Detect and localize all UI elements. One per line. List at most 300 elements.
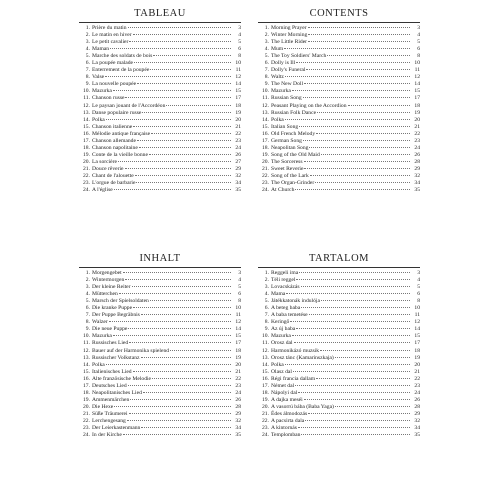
entry-number: 9.	[85, 326, 90, 333]
dot-leader	[133, 307, 231, 308]
toc-entry	[79, 124, 241, 131]
entry-title: Russischer Volkstanz	[92, 354, 140, 361]
entry-number: 22.	[83, 172, 90, 179]
toc-entry	[258, 390, 420, 397]
dot-leader	[299, 272, 410, 273]
toc-entry	[258, 95, 420, 102]
entry-number: 6.	[85, 60, 90, 67]
entry-title: Olasz dal	[271, 368, 292, 375]
dot-leader	[118, 161, 231, 162]
toc-entry	[258, 138, 420, 145]
entry-page: 14	[235, 81, 241, 88]
entry-title: La nouvelle poupée	[92, 81, 137, 88]
entry-number: 12.	[262, 102, 269, 109]
toc-entry	[79, 46, 241, 53]
dot-leader	[150, 69, 231, 70]
toc-entry	[258, 166, 420, 173]
entry-number: 14.	[83, 116, 90, 123]
entry-title: Russisches Lied	[92, 340, 129, 347]
entry-title: Der kleine Reiter	[92, 284, 131, 291]
dot-leader	[151, 133, 231, 134]
entry-number: 8.	[264, 319, 269, 326]
entry-title: Nápolyi dal	[271, 389, 298, 396]
entry-page: 23	[414, 382, 420, 389]
dot-leader	[308, 34, 410, 35]
dot-leader	[295, 385, 410, 386]
toc-entry	[258, 355, 420, 362]
dot-leader	[170, 350, 231, 351]
section-title: CONTENTS	[309, 8, 369, 19]
entry-number: 10.	[83, 88, 90, 95]
entry-number: 17.	[262, 137, 269, 144]
entry-page: 24	[235, 144, 241, 151]
entry-title: Mazurka	[271, 333, 291, 340]
entry-number: 3.	[264, 39, 269, 46]
toc-entry	[79, 138, 241, 145]
dot-leader	[105, 76, 231, 77]
entry-number: 12.	[83, 102, 90, 109]
entry-page: 19	[414, 354, 420, 361]
toc-entry	[79, 180, 241, 187]
entry-page: 19	[235, 354, 241, 361]
toc-entry	[79, 53, 241, 60]
entry-page: 11	[414, 67, 420, 74]
dot-leader	[141, 427, 231, 428]
dot-leader	[293, 371, 410, 372]
entry-number: 24.	[83, 432, 90, 439]
entry-title: Harmonikázó muzsik	[271, 347, 320, 354]
entry-page: 3	[417, 25, 420, 31]
toc-entry	[79, 88, 241, 95]
entry-number: 16.	[262, 130, 269, 137]
entry-page: 4	[238, 32, 241, 39]
entry-title: A kintornás	[271, 425, 297, 432]
toc-entry	[79, 284, 241, 291]
toc-entry	[258, 383, 420, 390]
title-rule	[258, 267, 420, 268]
entry-title: Keringő	[271, 319, 290, 326]
dot-leader	[114, 406, 231, 407]
toc-entry	[258, 305, 420, 312]
toc-entry	[79, 32, 241, 39]
entry-number: 19.	[262, 151, 269, 158]
entry-page: 5	[417, 39, 420, 46]
entry-page: 22	[414, 130, 420, 137]
entry-title: Enterrement de la poupée	[92, 67, 150, 74]
entry-number: 14.	[262, 116, 269, 123]
entry-title: Templomban	[271, 432, 301, 439]
entry-title: Marsch der Spielsoldaten	[92, 298, 149, 305]
dot-leader	[301, 307, 410, 308]
entry-number: 21.	[83, 165, 90, 172]
entry-number: 16.	[83, 375, 90, 382]
entry-number: 11.	[83, 340, 90, 347]
title-rule	[79, 267, 241, 268]
entry-title: Chanson napolitaine	[92, 144, 138, 151]
entry-number: 20.	[262, 158, 269, 165]
dot-leader	[309, 147, 410, 148]
entry-page: 29	[235, 165, 241, 172]
entry-page: 28	[235, 403, 241, 410]
entry-title: Waltz	[271, 74, 284, 81]
dot-leader	[304, 161, 410, 162]
entry-page: 8	[417, 298, 420, 305]
toc-entry	[258, 145, 420, 152]
entry-number: 4.	[85, 46, 90, 53]
toc-entry	[258, 425, 420, 432]
toc-entry	[79, 291, 241, 298]
entry-number: 5.	[264, 298, 269, 305]
dot-leader	[128, 27, 232, 28]
dot-leader	[141, 357, 232, 358]
entry-number: 4.	[85, 291, 90, 298]
dot-leader	[335, 406, 410, 407]
entry-title: Conte de la vieille bonne	[92, 151, 148, 158]
entry-title: Sweet Reverie	[271, 165, 304, 172]
dot-leader	[284, 48, 410, 49]
dot-leader	[292, 90, 410, 91]
toc-entry	[79, 362, 241, 369]
dot-leader	[134, 62, 231, 63]
entry-title: Orosz dal	[271, 340, 293, 347]
entry-number: 15.	[83, 123, 90, 130]
entry-title: Italian Song	[271, 123, 299, 130]
dot-leader	[142, 112, 231, 113]
dot-leader	[129, 413, 231, 414]
entry-number: 23.	[83, 425, 90, 432]
entry-page: 10	[235, 305, 241, 312]
dot-leader	[335, 357, 410, 358]
dot-leader	[136, 182, 231, 183]
entry-number: 22.	[83, 417, 90, 424]
entry-page: 29	[414, 410, 420, 417]
toc-entry	[79, 159, 241, 166]
dot-leader	[320, 350, 410, 351]
dot-leader	[321, 300, 410, 301]
entry-number: 6.	[85, 305, 90, 312]
title-rule	[258, 22, 420, 23]
entry-page: 12	[414, 319, 420, 326]
entry-title: Morning Prayer	[271, 25, 307, 31]
entry-number: 10.	[262, 333, 269, 340]
toc-inhalt	[79, 253, 241, 439]
entry-number: 24.	[262, 187, 269, 194]
dot-leader	[303, 140, 410, 141]
entry-title: Maman	[92, 46, 110, 53]
toc-entry	[79, 411, 241, 418]
toc-entry	[79, 390, 241, 397]
dot-leader	[113, 90, 231, 91]
entry-title: Danse populaire russe	[92, 109, 142, 116]
entry-number: 7.	[85, 67, 90, 74]
dot-leader	[139, 147, 231, 148]
entry-title: In der Kirche	[92, 432, 122, 439]
toc-entry	[79, 95, 241, 102]
dot-leader	[153, 55, 231, 56]
toc-entry	[258, 60, 420, 67]
entry-page: 4	[417, 277, 420, 284]
toc-entry	[258, 404, 420, 411]
entry-number: 13.	[262, 354, 269, 361]
entry-page: 26	[235, 396, 241, 403]
dot-leader	[316, 133, 410, 134]
entry-page: 18	[414, 347, 420, 354]
toc-entry	[79, 166, 241, 173]
entry-number: 19.	[83, 396, 90, 403]
toc-entry	[79, 418, 241, 425]
entry-page: 6	[417, 291, 420, 298]
toc-entry	[258, 25, 420, 32]
dot-leader	[133, 126, 231, 127]
entry-page: 17	[414, 340, 420, 347]
toc-entry	[258, 376, 420, 383]
entry-number: 15.	[83, 368, 90, 375]
entry-page: 32	[414, 172, 420, 179]
dot-leader	[298, 427, 410, 428]
dot-leader	[125, 279, 231, 280]
entry-number: 17.	[83, 382, 90, 389]
entry-page: 6	[417, 46, 420, 53]
entry-number: 8.	[85, 319, 90, 326]
entry-page: 20	[414, 361, 420, 368]
entry-title: A baba temetése	[271, 312, 308, 319]
entry-title: German Song	[271, 137, 302, 144]
toc-entry	[258, 291, 420, 298]
toc-entry	[79, 383, 241, 390]
entry-number: 22.	[262, 172, 269, 179]
dot-leader	[285, 119, 410, 120]
dot-leader	[137, 140, 231, 141]
entry-number: 24.	[83, 187, 90, 194]
entry-page: 14	[235, 326, 241, 333]
toc-entry	[258, 74, 420, 81]
entry-title: Mazurka	[92, 88, 112, 95]
entry-page: 35	[235, 432, 241, 439]
entry-title: The New Doll	[271, 81, 304, 88]
entry-page: 24	[414, 144, 420, 151]
entry-title: Der Leierkastenmann	[92, 425, 141, 432]
entry-number: 22.	[262, 417, 269, 424]
toc-entry	[258, 180, 420, 187]
dot-leader	[106, 119, 231, 120]
entry-number: 13.	[83, 109, 90, 116]
toc-entry	[79, 312, 241, 319]
entry-title: Mama	[271, 291, 286, 298]
entry-number: 2.	[264, 277, 269, 284]
toc-entry	[79, 277, 241, 284]
dot-leader	[141, 314, 231, 315]
toc-entry	[258, 326, 420, 333]
entry-page: 5	[417, 284, 420, 291]
dot-leader	[106, 364, 231, 365]
entry-page: 20	[235, 361, 241, 368]
entry-title: A pacsirta dala	[271, 417, 305, 424]
entry-number: 20.	[83, 158, 90, 165]
toc-entry	[79, 432, 241, 439]
entry-number: 2.	[264, 32, 269, 39]
dot-leader	[309, 314, 410, 315]
entry-number: 18.	[83, 389, 90, 396]
toc-entry	[79, 152, 241, 159]
dot-leader	[304, 168, 410, 169]
entry-page: 28	[414, 158, 420, 165]
toc-entry	[79, 348, 241, 355]
toc-entry	[258, 39, 420, 46]
dot-leader	[299, 126, 410, 127]
toc-entry	[79, 326, 241, 333]
toc-entry	[258, 117, 420, 124]
toc-entry	[258, 32, 420, 39]
entry-page: 22	[414, 375, 420, 382]
entry-page: 26	[414, 396, 420, 403]
entry-title: Le matin en hiver	[92, 32, 132, 39]
entry-page: 18	[235, 347, 241, 354]
entry-page: 11	[235, 67, 241, 74]
entry-page: 19	[235, 109, 241, 116]
entry-title: Der Puppe Begräbnis	[92, 312, 140, 319]
entry-title: Lovacskázás	[271, 284, 300, 291]
entry-page: 14	[414, 326, 420, 333]
dot-leader	[114, 189, 231, 190]
entry-number: 17.	[262, 382, 269, 389]
entry-page: 14	[414, 81, 420, 88]
toc-entry	[79, 173, 241, 180]
dot-leader	[316, 378, 410, 379]
entry-page: 24	[235, 389, 241, 396]
entry-number: 9.	[264, 326, 269, 333]
entry-page: 27	[235, 158, 241, 165]
dot-leader	[119, 293, 231, 294]
dot-leader	[290, 321, 410, 322]
toc-entry	[258, 369, 420, 376]
toc-entry	[79, 333, 241, 340]
entry-page: 8	[417, 53, 420, 60]
toc-entry	[258, 312, 420, 319]
entry-title: Édes álmodozás	[271, 410, 308, 417]
entry-page: 5	[238, 284, 241, 291]
entry-title: L'orgue de barbarie	[92, 180, 136, 187]
entry-title: Le petit cavalier	[92, 39, 129, 46]
entry-number: 4.	[264, 46, 269, 53]
toc-entry	[79, 319, 241, 326]
entry-page: 8	[238, 298, 241, 305]
toc-entry	[258, 362, 420, 369]
entry-title: Polka	[92, 116, 105, 123]
toc-entry	[258, 159, 420, 166]
entry-number: 3.	[85, 284, 90, 291]
entry-page: 3	[417, 270, 420, 276]
entry-number: 21.	[262, 165, 269, 172]
toc-entry	[79, 355, 241, 362]
entry-number: 23.	[83, 180, 90, 187]
entry-title: The Organ-Grinder	[271, 180, 315, 187]
entry-number: 6.	[264, 60, 269, 67]
entry-page: 21	[235, 368, 241, 375]
toc-entry	[79, 305, 241, 312]
entry-title: Morgengebet	[92, 270, 122, 276]
dot-leader	[308, 413, 410, 414]
entry-page: 23	[235, 382, 241, 389]
entry-page: 10	[414, 305, 420, 312]
entry-number: 3.	[264, 284, 269, 291]
dot-leader	[128, 328, 231, 329]
entry-number: 21.	[262, 410, 269, 417]
entry-page: 34	[414, 180, 420, 187]
entry-page: 29	[235, 410, 241, 417]
toc-entry	[258, 124, 420, 131]
entry-page: 17	[235, 340, 241, 347]
entry-number: 10.	[83, 333, 90, 340]
dot-leader	[298, 392, 410, 393]
entry-page: 34	[235, 425, 241, 432]
dot-leader	[308, 27, 410, 28]
entry-title: Russian Song	[271, 95, 302, 102]
toc-entry	[258, 81, 420, 88]
entry-page: 21	[235, 123, 241, 130]
dot-leader	[152, 378, 231, 379]
entry-number: 18.	[262, 144, 269, 151]
toc-entry	[258, 397, 420, 404]
entry-page: 10	[235, 60, 241, 67]
entry-number: 21.	[83, 410, 90, 417]
entry-title: Mazurka	[92, 333, 112, 340]
entry-page: 15	[235, 88, 241, 95]
entry-title: Old French Melody	[271, 130, 316, 137]
entry-number: 11.	[262, 340, 269, 347]
entry-number: 5.	[85, 53, 90, 60]
entry-number: 2.	[85, 277, 90, 284]
entry-number: 9.	[85, 81, 90, 88]
section-title: TARTALOM	[308, 253, 370, 264]
entry-page: 22	[235, 130, 241, 137]
entry-number: 23.	[262, 425, 269, 432]
entry-number: 9.	[264, 81, 269, 88]
entry-page: 23	[414, 137, 420, 144]
entry-title: A beteg baba	[271, 305, 301, 312]
entry-title: The Little Rider	[271, 39, 308, 46]
section-title: TABLEAU	[134, 8, 186, 19]
toc-entry	[258, 173, 420, 180]
entry-title: Ammenmärchen	[92, 396, 130, 403]
toc-entry	[258, 298, 420, 305]
entry-title: Német dal	[271, 382, 295, 389]
entry-number: 23.	[262, 180, 269, 187]
toc-entry	[79, 425, 241, 432]
entry-title: Mazurka	[271, 88, 291, 95]
entry-title: Reggeli ima	[271, 270, 299, 276]
entry-title: Dolly is Ill	[271, 60, 296, 67]
toc-entry	[79, 376, 241, 383]
toc-contents	[258, 8, 420, 194]
toc-entry	[79, 81, 241, 88]
toc-entry	[258, 348, 420, 355]
entry-title: Süße Träumerei	[92, 410, 128, 417]
entry-number: 20.	[262, 403, 269, 410]
entry-title: Mütterchen	[92, 291, 118, 298]
toc-entry	[258, 187, 420, 194]
dot-leader	[123, 272, 231, 273]
dot-leader	[132, 286, 231, 287]
entry-title: La sorcière	[92, 158, 117, 165]
entry-page: 17	[235, 95, 241, 102]
entry-page: 19	[414, 109, 420, 116]
entry-title: Téli reggel	[271, 277, 296, 284]
entry-title: A dajka meséi	[271, 396, 303, 403]
dot-leader	[286, 293, 410, 294]
entry-title: Song of the Old Maid	[271, 151, 320, 158]
entry-page: 18	[414, 102, 420, 109]
entry-page: 12	[235, 74, 241, 81]
